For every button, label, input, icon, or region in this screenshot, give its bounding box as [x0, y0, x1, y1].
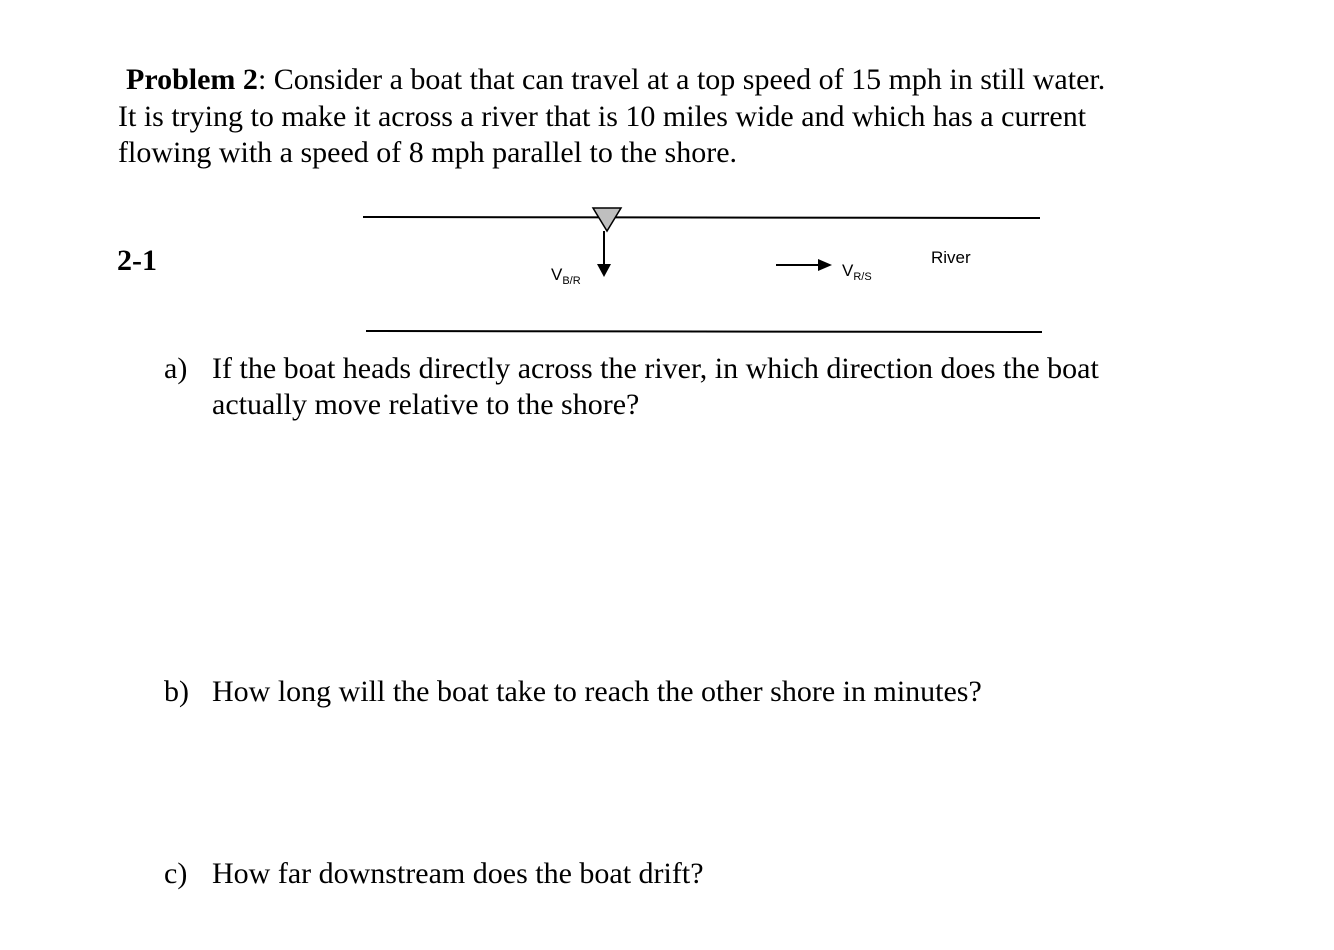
river-label: River	[931, 248, 971, 267]
river-velocity-label	[842, 261, 872, 283]
question-b	[164, 674, 982, 710]
river-bottom-shore	[366, 331, 1042, 332]
river-velocity-arrowhead	[818, 259, 832, 271]
problem-colon: :	[257, 63, 267, 96]
river-top-shore	[363, 217, 1040, 218]
question-c-text	[212, 856, 704, 892]
question-c-letter: c)	[164, 857, 188, 890]
boat-velocity-subscript: B/R	[562, 275, 581, 287]
question-a-line-1: If the boat heads directly across the river, in which direction does the boat	[212, 352, 1099, 385]
problem-line-1-text: Consider a boat that can travel at a top speed of 15 mph in still water.	[266, 63, 1106, 96]
question-b-letter: b)	[164, 675, 189, 708]
question-a-line-2: actually move relative to the shore?	[212, 388, 640, 421]
question-a-text	[212, 351, 1099, 423]
boat-velocity-label	[551, 265, 581, 287]
question-c	[164, 856, 704, 892]
problem-line-3: flowing with a speed of 8 mph parallel to the shore.	[118, 136, 738, 169]
question-a	[164, 351, 1099, 423]
river-velocity-subscript: R/S	[853, 271, 872, 283]
question-b-text	[212, 674, 982, 710]
subproblem-label: 2-1	[117, 244, 157, 277]
boat-velocity-arrowhead	[597, 264, 611, 277]
problem-line-2: It is trying to make it across a river that is 10 miles wide and which has a current	[118, 99, 1087, 133]
problem-heading: Problem 2	[126, 63, 258, 96]
boat-velocity-v: V	[551, 265, 563, 284]
question-c-line-1: How far downstream does the boat drift?	[212, 857, 704, 890]
river-velocity-v: V	[842, 261, 854, 280]
question-a-letter: a)	[164, 352, 188, 385]
boat-icon	[593, 208, 621, 231]
question-b-line-1: How long will the boat take to reach the other shore in minutes?	[212, 675, 982, 708]
